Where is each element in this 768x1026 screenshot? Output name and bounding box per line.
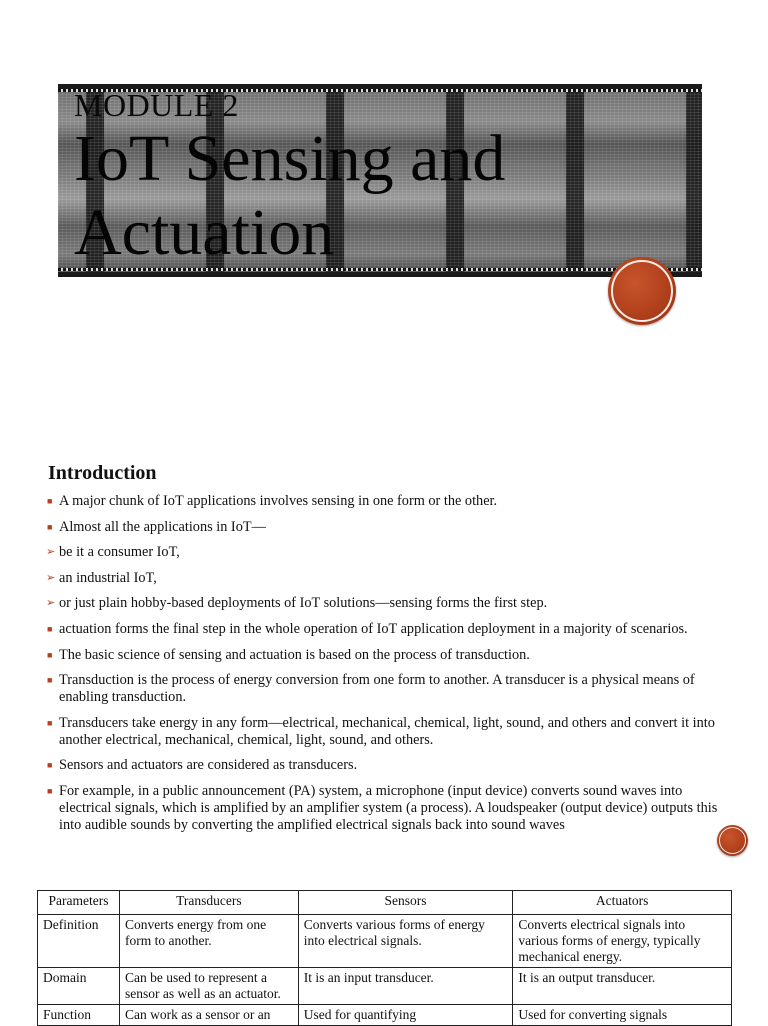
bullet-text: actuation forms the final step in the whole operation of IoT application deployment in a majority of scenarios.	[59, 620, 688, 637]
table-cell: Used for quantifying	[298, 1005, 513, 1026]
list-item	[46, 621, 736, 638]
bullet-text: Transducers take energy in any form—electrical, mechanical, chemical, light, sound, and others and convert it into another electrical, mechanical, chemical, light, sound, and others.	[59, 714, 715, 748]
table-header-cell: Transducers	[119, 891, 298, 915]
comparison-table	[37, 890, 732, 1026]
list-item	[46, 570, 736, 587]
table-header-row	[38, 891, 732, 915]
slide-title: IoT Sensing and Actuation	[74, 122, 506, 269]
bullet-text: The basic science of sensing and actuation is based on the process of transduction.	[59, 646, 530, 663]
arrow-bullet-icon: ➢	[46, 597, 56, 610]
list-item	[46, 757, 736, 774]
list-item	[46, 783, 736, 834]
bullet-text: Almost all the applications in IoT—	[59, 518, 266, 535]
table-cell: Used for converting signals	[513, 1005, 732, 1026]
bullet-list	[46, 493, 736, 843]
list-item	[46, 647, 736, 664]
table-cell: It is an output transducer.	[513, 968, 732, 1005]
list-item	[46, 544, 736, 561]
module-label: MODULE 2	[74, 87, 239, 123]
table-cell: Definition	[38, 915, 120, 968]
table-row	[38, 915, 732, 968]
bullet-text: Sensors and actuators are considered as transducers.	[59, 757, 358, 774]
bullet-text: an industrial IoT,	[59, 569, 157, 586]
square-bullet-icon: ■	[47, 496, 53, 506]
square-bullet-icon: ■	[47, 521, 53, 532]
bullet-text: be it a consumer IoT,	[59, 544, 180, 561]
table-cell: Converts various forms of energy into electrical signals.	[298, 915, 513, 968]
square-bullet-icon: ■	[47, 717, 53, 728]
list-item	[46, 715, 736, 749]
square-bullet-icon: ■	[47, 623, 53, 634]
square-bullet-icon: ■	[47, 649, 53, 660]
table-header-cell: Actuators	[513, 891, 732, 915]
list-item	[46, 519, 736, 536]
table-cell: It is an input transducer.	[298, 968, 513, 1005]
square-bullet-icon: ■	[47, 675, 53, 686]
table-cell: Converts electrical signals into various forms of energy, typically mechanical energy.	[513, 915, 732, 968]
bullet-text: or just plain hobby-based deployments of IoT solutions—sensing forms the first step.	[59, 595, 548, 612]
table-cell: Domain	[38, 968, 120, 1005]
square-bullet-icon: ■	[47, 785, 53, 796]
table-cell: Can work as a sensor or an	[119, 1005, 298, 1026]
list-item	[46, 672, 736, 706]
table-header-cell: Parameters	[38, 891, 120, 915]
list-item	[46, 595, 736, 612]
section-heading: Introduction	[48, 462, 157, 484]
arrow-bullet-icon: ➢	[46, 571, 56, 584]
square-bullet-icon: ■	[47, 760, 53, 771]
bullet-text: A major chunk of IoT applications involves sensing in one form or the other.	[59, 493, 498, 509]
decorative-circle-icon	[608, 257, 676, 325]
bullet-text: Transduction is the process of energy conversion from one form to another. A transducer is a physical means of enabling transduction.	[59, 672, 695, 706]
list-item	[46, 493, 736, 510]
arrow-bullet-icon: ➢	[46, 546, 56, 559]
table-cell: Converts energy from one form to another.	[119, 915, 298, 968]
table-row	[38, 1005, 732, 1026]
table-cell: Can be used to represent a sensor as well as an actuator.	[119, 968, 298, 1005]
table-row	[38, 968, 732, 1005]
decorative-circle-icon	[717, 825, 748, 856]
table-header-cell: Sensors	[298, 891, 513, 915]
table-cell: Function	[38, 1005, 120, 1026]
bullet-text: For example, in a public announcement (PA) system, a microphone (input device) converts sound waves into electrical signals, which is amplified by an amplifier system (a process). A loudspeaker (output device) outputs this into audible sounds by converting the amplified electrical signals back into sound waves	[59, 782, 718, 833]
